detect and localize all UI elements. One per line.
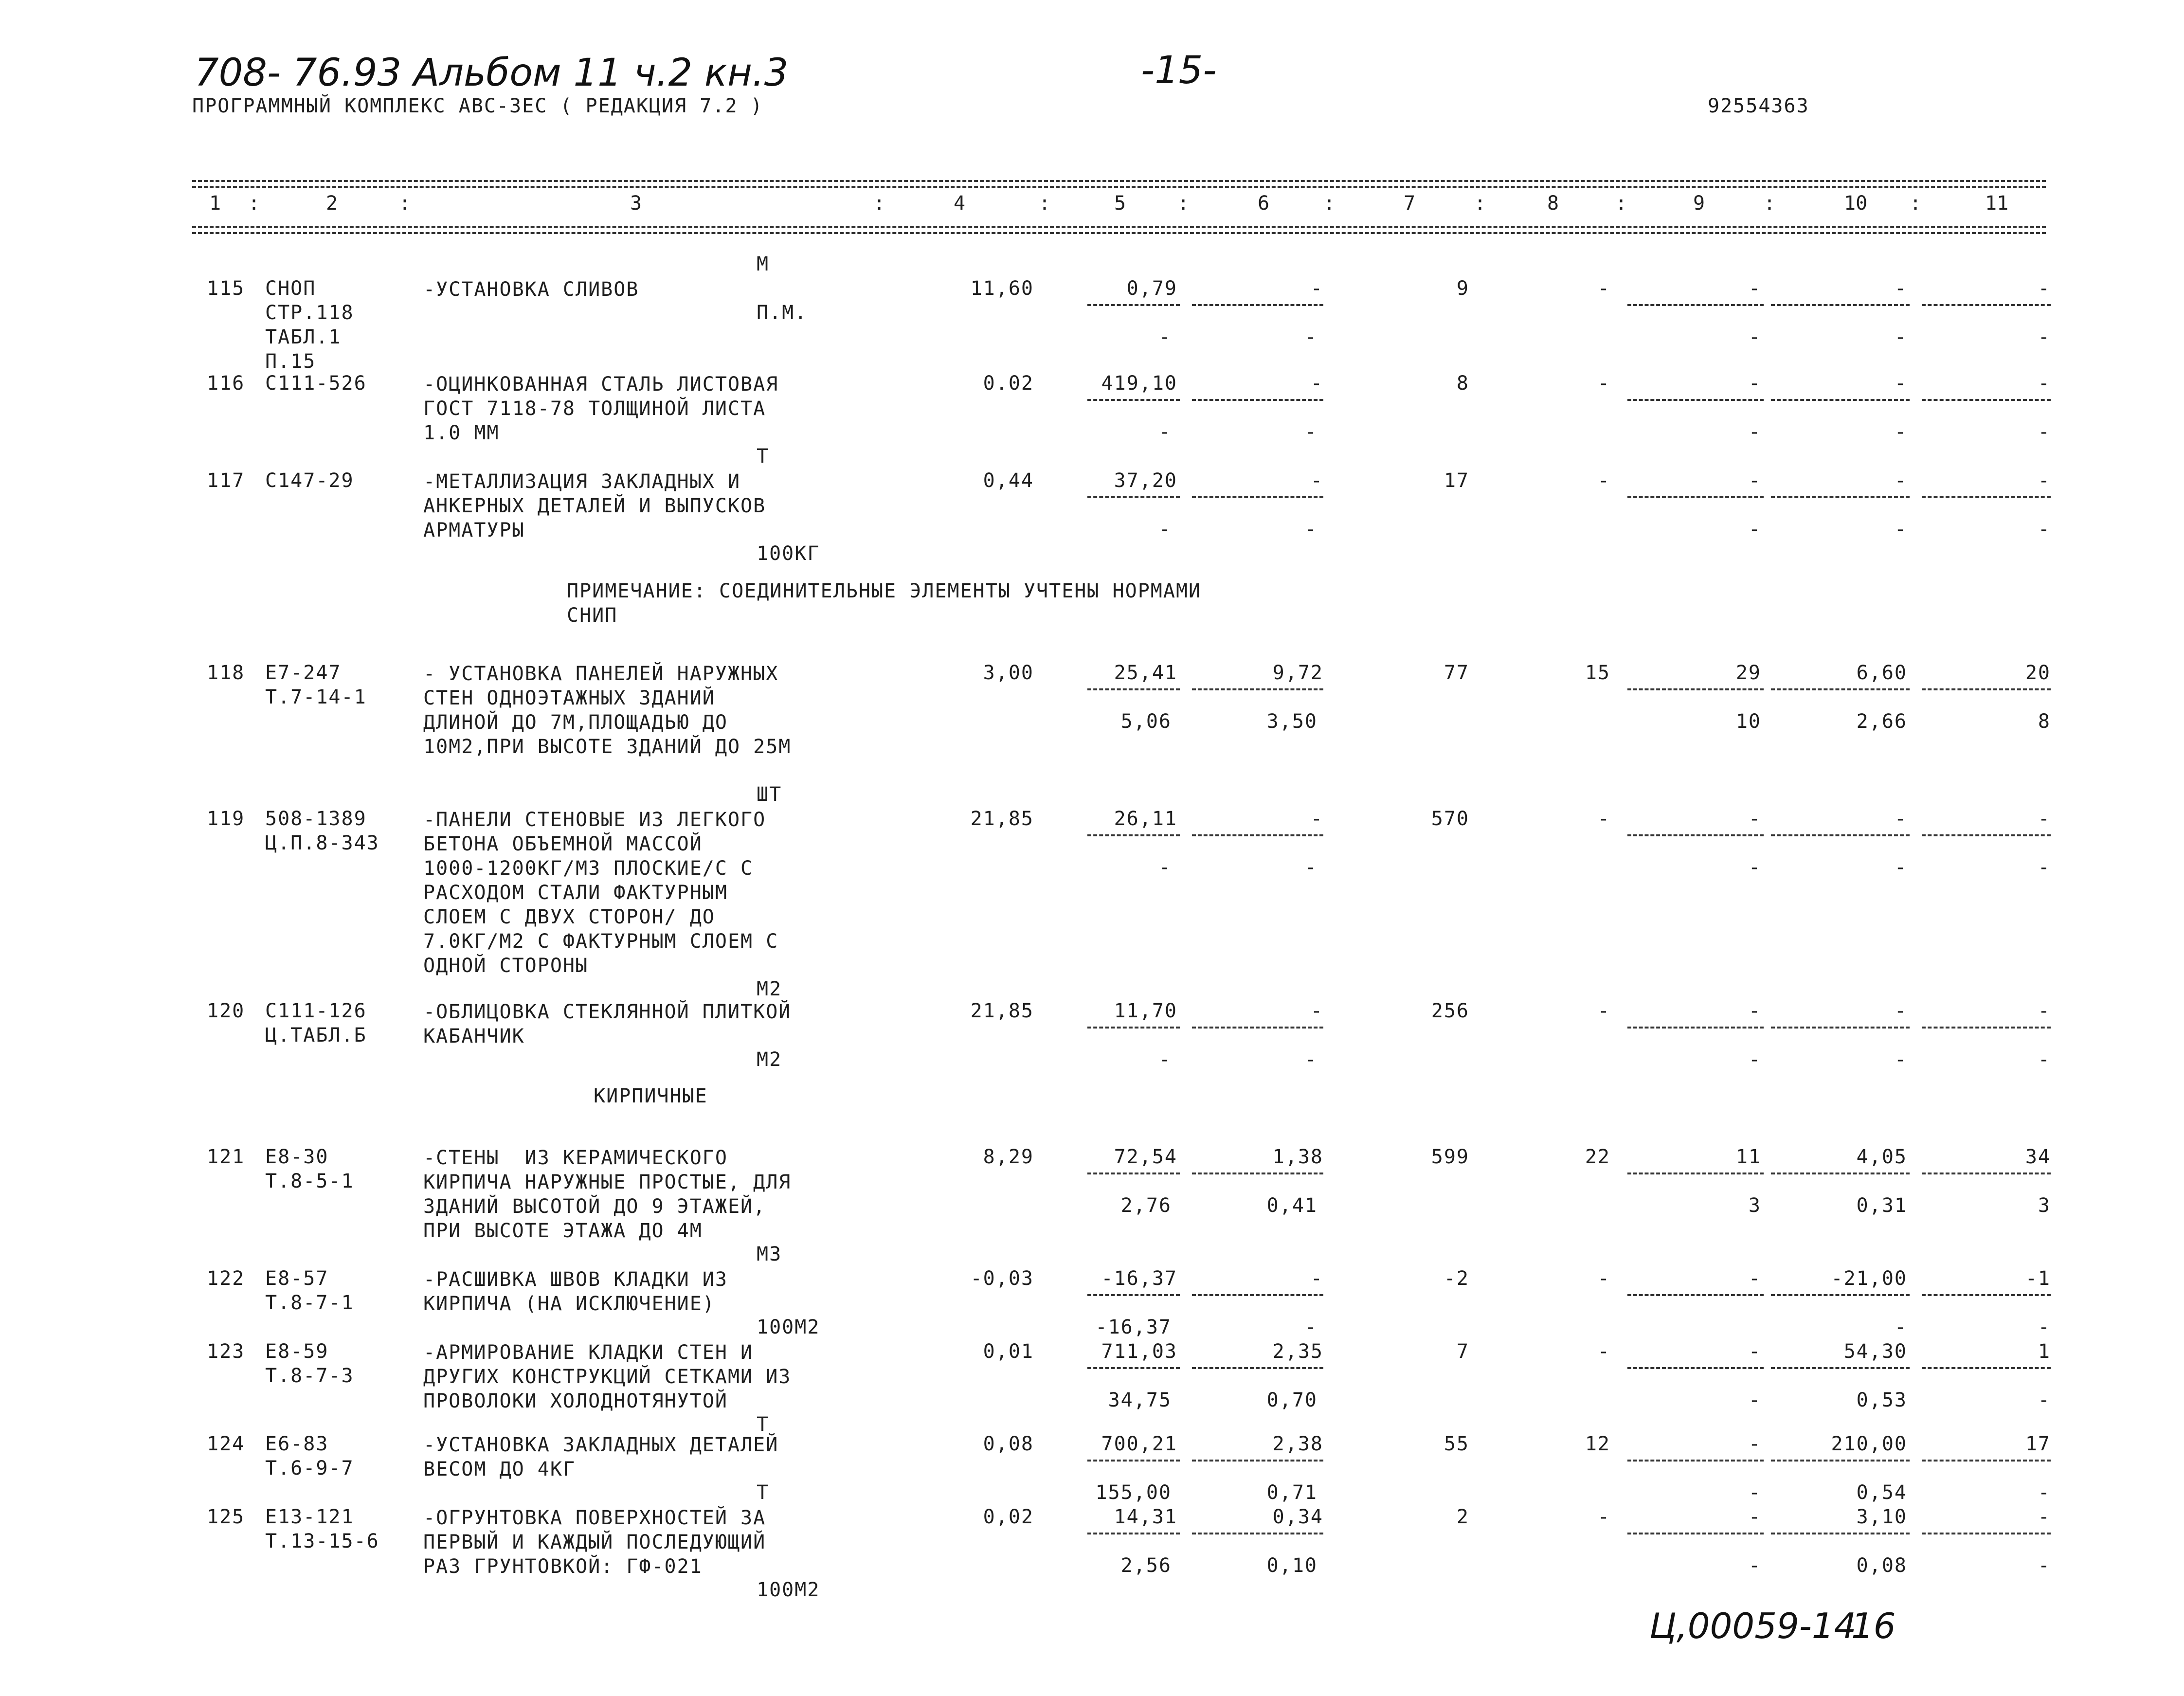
row-value-c7: 8 — [1456, 372, 1469, 395]
row-position: 121 — [207, 1146, 245, 1168]
row-divider — [1771, 1533, 1910, 1534]
row-value-c7: 7 — [1456, 1340, 1469, 1363]
row-value-c11b: - — [2038, 326, 2051, 348]
row-unit-label: 100М2 — [757, 1316, 820, 1338]
row-value-c10: - — [1894, 277, 1907, 300]
row-value-c9: - — [1748, 1340, 1761, 1363]
row-value-c6b: 0,10 — [1266, 1554, 1318, 1577]
row-value-c8: 15 — [1585, 662, 1610, 684]
row-value-c4: 11,60 — [970, 277, 1034, 300]
row-value-c10b: - — [1894, 856, 1907, 879]
column-separator: : — [1474, 192, 1486, 215]
row-code: Т.7-14-1 — [265, 686, 367, 708]
row-divider — [1192, 399, 1323, 401]
row-description: - УСТАНОВКА ПАНЕЛЕЙ НАРУЖНЫХ СТЕН ОДНОЭТАЖНЫХ ЗДАНИЙ ДЛИНОЙ ДО 7М,ПЛОЩАДЬЮ ДО 10М2,ПРИ ВЫСОТЕ ЗДАНИЙ ДО 25М — [423, 663, 792, 758]
column-header-2: 2 — [326, 192, 338, 215]
row-value-c11: 1 — [2038, 1340, 2051, 1363]
row-description: -СТЕНЫ ИЗ КЕРАМИЧЕСКОГО КИРПИЧА НАРУЖНЫЕ ПРОСТЫЕ, ДЛЯ ЗДАНИЙ ВЫСОТОЙ ДО 9 ЭТАЖЕЙ, ПРИ ВЫСОТЕ ЭТАЖА ДО 4М — [423, 1147, 792, 1242]
row-divider — [1192, 304, 1323, 306]
row-position: 122 — [207, 1267, 245, 1290]
row-value-c5: -16,37 — [1101, 1267, 1177, 1290]
column-separator: : — [873, 192, 885, 215]
row-divider — [1192, 1294, 1323, 1296]
row-value-c11: - — [2038, 1000, 2051, 1022]
row-value-c5: 700,21 — [1101, 1433, 1177, 1455]
row-value-c5: 37,20 — [1114, 469, 1177, 492]
row-unit-label: М — [757, 253, 770, 275]
row-position: 119 — [207, 808, 245, 830]
row-value-c7: 9 — [1456, 277, 1469, 300]
row-divider — [1627, 1173, 1764, 1174]
row-divider — [1087, 688, 1180, 690]
row-divider — [1771, 1173, 1910, 1174]
row-value-c6: 2,38 — [1272, 1433, 1323, 1455]
row-value-c9b: - — [1748, 421, 1761, 443]
row-value-c6: - — [1310, 1000, 1323, 1022]
row-value-c6b: 0,70 — [1266, 1389, 1318, 1411]
row-divider — [1922, 688, 2051, 690]
row-value-c10: - — [1894, 808, 1907, 830]
document-code: 92554363 — [1708, 95, 1809, 117]
row-divider — [1627, 1294, 1764, 1296]
row-value-c11b: - — [2038, 1389, 2051, 1411]
row-value-c9: - — [1748, 1506, 1761, 1528]
row-divider — [1922, 399, 2051, 401]
row-divider — [1087, 1294, 1180, 1296]
row-value-c5b: 155,00 — [1095, 1481, 1172, 1504]
row-value-c9b: - — [1748, 326, 1761, 348]
row-divider — [1087, 1533, 1180, 1534]
row-divider — [1771, 688, 1910, 690]
program-line: ПРОГРАММНЫЙ КОМПЛЕКС АВС-3ЕС ( РЕДАКЦИЯ 7.2 ) — [192, 95, 763, 117]
row-value-c11b: - — [2038, 1048, 2051, 1071]
row-description: -РАСШИВКА ШВОВ КЛАДКИ ИЗ КИРПИЧА (НА ИСКЛЮЧЕНИЕ) — [423, 1268, 728, 1315]
row-divider — [1771, 399, 1910, 401]
row-value-c8: - — [1597, 469, 1610, 492]
row-divider — [1627, 304, 1764, 306]
row-value-c11: 34 — [2025, 1146, 2051, 1168]
row-value-c6: - — [1310, 469, 1323, 492]
row-divider — [1192, 1460, 1323, 1461]
row-value-c6: - — [1310, 1267, 1323, 1290]
row-value-c5: 11,70 — [1114, 1000, 1177, 1022]
row-value-c6b: 0,71 — [1266, 1481, 1318, 1504]
row-divider — [1192, 1367, 1323, 1369]
row-code: Т.8-5-1 — [265, 1170, 354, 1192]
row-divider — [1627, 1027, 1764, 1028]
row-code: С111-126 — [265, 1000, 367, 1022]
row-value-c10b: - — [1894, 1048, 1907, 1071]
row-value-c7: -2 — [1444, 1267, 1469, 1290]
row-code: Т.8-7-3 — [265, 1365, 354, 1387]
column-separator: : — [1039, 192, 1051, 215]
row-position: 125 — [207, 1506, 245, 1528]
column-separator: : — [1615, 192, 1627, 215]
row-value-c11: - — [2038, 372, 2051, 395]
row-value-c8: - — [1597, 372, 1610, 395]
row-unit-label: М3 — [757, 1243, 782, 1265]
row-divider — [1627, 1533, 1764, 1534]
row-divider — [1627, 1367, 1764, 1369]
column-separator: : — [1323, 192, 1336, 215]
row-unit-label: 100КГ — [757, 542, 820, 565]
row-divider — [1627, 688, 1764, 690]
row-divider — [1087, 1173, 1180, 1174]
column-header-8: 8 — [1547, 192, 1559, 215]
row-value-c8: - — [1597, 808, 1610, 830]
row-divider — [1922, 834, 2051, 836]
row-unit-label: 100М2 — [757, 1579, 820, 1601]
row-value-c6b: 3,50 — [1266, 710, 1318, 733]
row-code: Е8-30 — [265, 1146, 329, 1168]
row-code: ТАБЛ.1 — [265, 326, 342, 348]
row-value-c9b: - — [1748, 856, 1761, 879]
row-code: Ц.ТАБЛ.Б — [265, 1024, 367, 1046]
row-value-c4: 21,85 — [970, 1000, 1034, 1022]
row-value-c9: - — [1748, 469, 1761, 492]
row-value-c5b: 2,56 — [1120, 1554, 1172, 1577]
row-value-c5: 26,11 — [1114, 808, 1177, 830]
header-bottom-rule — [192, 226, 2046, 228]
row-unit-label: М2 — [757, 978, 782, 1000]
row-unit-label: Т — [757, 1413, 770, 1436]
row-code: СНОП — [265, 277, 316, 300]
row-value-c6: - — [1310, 372, 1323, 395]
row-description: -АРМИРОВАНИЕ КЛАДКИ СТЕН И ДРУГИХ КОНСТРУКЦИЙ СЕТКАМИ ИЗ ПРОВОЛОКИ ХОЛОДНОТЯНУТОЙ — [423, 1341, 792, 1412]
row-value-c8: 22 — [1585, 1146, 1610, 1168]
column-separator: : — [248, 192, 260, 215]
row-value-c9b: - — [1748, 1048, 1761, 1071]
row-divider — [1922, 1294, 2051, 1296]
row-value-c10b: 2,66 — [1856, 710, 1907, 733]
row-divider — [1192, 496, 1323, 498]
row-position: 123 — [207, 1340, 245, 1363]
row-value-c5b: 5,06 — [1120, 710, 1172, 733]
row-value-c5: 25,41 — [1114, 662, 1177, 684]
header-top-rule — [192, 180, 2046, 182]
row-unit-label: Т — [757, 445, 770, 468]
row-value-c5: 0,79 — [1126, 277, 1177, 300]
row-code: Е8-57 — [265, 1267, 329, 1290]
row-code: С147-29 — [265, 469, 354, 492]
row-unit-label: М2 — [757, 1048, 782, 1071]
row-divider — [1192, 1533, 1323, 1534]
row-divider — [1771, 304, 1910, 306]
row-value-c10b: 0,08 — [1856, 1554, 1907, 1577]
row-divider — [1192, 688, 1323, 690]
row-value-c4: 0,44 — [983, 469, 1034, 492]
row-value-c6b: - — [1304, 1316, 1318, 1338]
row-code: Е13-121 — [265, 1506, 354, 1528]
row-value-c11: - — [2038, 277, 2051, 300]
column-header-1: 1 — [209, 192, 221, 215]
row-value-c10b: - — [1894, 518, 1907, 541]
row-unit-label: ШТ — [757, 783, 782, 806]
row-divider — [1087, 1460, 1180, 1461]
row-value-c5b: 34,75 — [1108, 1389, 1172, 1411]
row-divider — [1771, 1367, 1910, 1369]
row-code: Т.13-15-6 — [265, 1530, 379, 1552]
column-header-6: 6 — [1258, 192, 1270, 215]
row-value-c7: 256 — [1431, 1000, 1469, 1022]
row-code: Е8-59 — [265, 1340, 329, 1363]
row-divider — [1771, 1294, 1910, 1296]
row-value-c11: - — [2038, 1506, 2051, 1528]
column-header-11: 11 — [1985, 192, 2009, 215]
column-header-9: 9 — [1693, 192, 1705, 215]
row-value-c8: - — [1597, 277, 1610, 300]
row-value-c4: 0,01 — [983, 1340, 1034, 1363]
row-divider — [1922, 1367, 2051, 1369]
row-divider — [1192, 834, 1323, 836]
row-value-c6b: - — [1304, 518, 1318, 541]
row-divider — [1922, 304, 2051, 306]
row-divider — [1192, 1173, 1323, 1174]
row-value-c6b: - — [1304, 856, 1318, 879]
row-value-c10: - — [1894, 469, 1907, 492]
row-value-c9: - — [1748, 372, 1761, 395]
row-position: 116 — [207, 372, 245, 395]
row-value-c11b: - — [2038, 518, 2051, 541]
row-divider — [1087, 1367, 1180, 1369]
row-description: -ОЦИНКОВАННАЯ СТАЛЬ ЛИСТОВАЯ ГОСТ 7118-78 ТОЛЩИНОЙ ЛИСТА 1.0 ММ — [423, 373, 779, 444]
row-value-c7: 2 — [1456, 1506, 1469, 1528]
row-value-c11: 17 — [2025, 1433, 2051, 1455]
row-value-c9: 29 — [1735, 662, 1761, 684]
row-value-c6: 9,72 — [1272, 662, 1323, 684]
row-value-c9b: - — [1748, 1481, 1761, 1504]
row-code: Е6-83 — [265, 1433, 329, 1455]
column-separator: : — [1764, 192, 1776, 215]
row-value-c9b: - — [1748, 518, 1761, 541]
row-code: Т.6-9-7 — [265, 1457, 354, 1479]
row-value-c8: - — [1597, 1000, 1610, 1022]
row-value-c11b: - — [2038, 1481, 2051, 1504]
row-divider — [1922, 1173, 2051, 1174]
row-value-c11: -1 — [2025, 1267, 2051, 1290]
row-value-c11: 20 — [2025, 662, 2051, 684]
row-value-c9: 11 — [1735, 1146, 1761, 1168]
row-value-c10b: - — [1894, 421, 1907, 443]
row-description: -МЕТАЛЛИЗАЦИЯ ЗАКЛАДНЫХ И АНКЕРНЫХ ДЕТАЛЕЙ И ВЫПУСКОВ АРМАТУРЫ — [423, 470, 766, 541]
row-divider — [1087, 399, 1180, 401]
row-value-c7: 570 — [1431, 808, 1469, 830]
column-header-3: 3 — [630, 192, 642, 215]
row-value-c8: - — [1597, 1340, 1610, 1363]
row-value-c4: 3,00 — [983, 662, 1034, 684]
row-divider — [1771, 1027, 1910, 1028]
row-value-c4: 0,08 — [983, 1433, 1034, 1455]
column-separator: : — [1177, 192, 1190, 215]
row-divider — [1771, 496, 1910, 498]
row-value-c4: 8,29 — [983, 1146, 1034, 1168]
row-value-c9b: - — [1748, 1554, 1761, 1577]
header-top-rule-2 — [192, 186, 2046, 188]
row-value-c11b: 8 — [2038, 710, 2051, 733]
row-description: -ОБЛИЦОВКА СТЕКЛЯННОЙ ПЛИТКОЙ КАБАНЧИК — [423, 1001, 792, 1047]
row-value-c10: -21,00 — [1831, 1267, 1907, 1290]
row-value-c9b: - — [1748, 1389, 1761, 1411]
row-description: -ПАНЕЛИ СТЕНОВЫЕ ИЗ ЛЕГКОГО БЕТОНА ОБЪЕМНОЙ МАССОЙ 1000-1200КГ/М3 ПЛОСКИЕ/С С РАСХОДОМ СТАЛИ ФАКТУРНЫМ СЛОЕМ С ДВУХ СТОРОН/ ДО 7.0КГ/М2 С ФАКТУРНЫМ СЛОЕМ С ОДНОЙ СТОРОНЫ — [423, 809, 779, 977]
row-value-c7: 77 — [1444, 662, 1469, 684]
row-code: С111-526 — [265, 372, 367, 395]
row-code: 508-1389 — [265, 808, 367, 830]
row-value-c11: - — [2038, 808, 2051, 830]
row-value-c10: - — [1894, 372, 1907, 395]
row-value-c7: 17 — [1444, 469, 1469, 492]
row-value-c11b: - — [2038, 1316, 2051, 1338]
row-divider — [1087, 834, 1180, 836]
row-value-c6: 2,35 — [1272, 1340, 1323, 1363]
row-position: 120 — [207, 1000, 245, 1022]
page-number: -15- — [1141, 49, 1217, 92]
row-value-c5: 419,10 — [1101, 372, 1177, 395]
handwritten-album-title: 708- 76.93 Альбом 11 ч.2 кн.3 — [195, 51, 789, 95]
row-value-c6: 0,34 — [1272, 1506, 1323, 1528]
row-divider — [1771, 1460, 1910, 1461]
row-position: 115 — [207, 277, 245, 300]
row-code: Т.8-7-1 — [265, 1292, 354, 1314]
row-value-c5b: - — [1158, 326, 1172, 348]
row-divider — [1192, 1027, 1323, 1028]
row-code: СТР.118 — [265, 302, 354, 324]
row-value-c5: 711,03 — [1101, 1340, 1177, 1363]
row-divider — [1771, 834, 1910, 836]
header-bottom-rule-2 — [192, 232, 2046, 234]
row-value-c6b: - — [1304, 421, 1318, 443]
row-value-c4: 0,02 — [983, 1506, 1034, 1528]
row-value-c9: - — [1748, 1433, 1761, 1455]
row-value-c6b: 0,41 — [1266, 1194, 1318, 1217]
row-divider — [1627, 834, 1764, 836]
row-value-c4: -0,03 — [970, 1267, 1034, 1290]
sheet-number: 16 — [1851, 1606, 1896, 1646]
row-value-c6b: - — [1304, 1048, 1318, 1071]
row-code: П.15 — [265, 350, 316, 373]
row-value-c9: - — [1748, 1000, 1761, 1022]
row-divider — [1922, 1027, 2051, 1028]
row-description: -УСТАНОВКА ЗАКЛАДНЫХ ДЕТАЛЕЙ ВЕСОМ ДО 4КГ — [423, 1434, 779, 1480]
row-value-c11b: - — [2038, 421, 2051, 443]
section-title: КИРПИЧНЫЕ — [594, 1085, 708, 1107]
row-value-c9b: 3 — [1748, 1194, 1761, 1217]
row-value-c10: 3,10 — [1856, 1506, 1907, 1528]
row-value-c9: - — [1748, 277, 1761, 300]
row-value-c11b: - — [2038, 856, 2051, 879]
column-separator: : — [1910, 192, 1922, 215]
row-divider — [1087, 304, 1180, 306]
row-divider — [1087, 1027, 1180, 1028]
row-value-c5: 72,54 — [1114, 1146, 1177, 1168]
column-header-4: 4 — [954, 192, 966, 215]
row-value-c10b: 0,54 — [1856, 1481, 1907, 1504]
row-divider — [1087, 496, 1180, 498]
row-position: 118 — [207, 662, 245, 684]
row-value-c10b: - — [1894, 326, 1907, 348]
row-value-c5b: - — [1158, 421, 1172, 443]
row-divider — [1627, 399, 1764, 401]
row-value-c9b: 10 — [1735, 710, 1761, 733]
row-position: 117 — [207, 469, 245, 492]
row-value-c10b: 0,31 — [1856, 1194, 1907, 1217]
row-unit-label: Т — [757, 1481, 770, 1504]
column-header-7: 7 — [1404, 192, 1416, 215]
row-divider — [1922, 1460, 2051, 1461]
row-value-c4: 21,85 — [970, 808, 1034, 830]
row-value-c5: 14,31 — [1114, 1506, 1177, 1528]
row-value-c10: 210,00 — [1831, 1433, 1907, 1455]
row-value-c11b: 3 — [2038, 1194, 2051, 1217]
note-text: ПРИМЕЧАНИЕ: СОЕДИНИТЕЛЬНЫЕ ЭЛЕМЕНТЫ УЧТЕНЫ НОРМАМИ СНИП — [567, 580, 1202, 627]
row-code: Е7-247 — [265, 662, 342, 684]
row-value-c6: 1,38 — [1272, 1146, 1323, 1168]
row-value-c5b: 2,76 — [1120, 1194, 1172, 1217]
row-value-c11b: - — [2038, 1554, 2051, 1577]
column-header-5: 5 — [1114, 192, 1126, 215]
row-description: -УСТАНОВКА СЛИВОВ — [423, 278, 639, 301]
row-value-c8: 12 — [1585, 1433, 1610, 1455]
row-value-c8: - — [1597, 1267, 1610, 1290]
row-value-c7: 599 — [1431, 1146, 1469, 1168]
row-value-c5b: - — [1158, 1048, 1172, 1071]
row-value-c10: 54,30 — [1843, 1340, 1907, 1363]
row-value-c5b: -16,37 — [1095, 1316, 1172, 1338]
column-separator: : — [399, 192, 411, 215]
row-value-c6b: - — [1304, 326, 1318, 348]
row-value-c10: 4,05 — [1856, 1146, 1907, 1168]
row-value-c10b: 0,53 — [1856, 1389, 1907, 1411]
row-value-c4: 0.02 — [983, 372, 1034, 395]
archive-stamp: Ц,00059-14 — [1649, 1606, 1857, 1646]
row-position: 124 — [207, 1433, 245, 1455]
row-code: Ц.П.8-343 — [265, 832, 379, 854]
row-unit-label: П.М. — [757, 302, 808, 324]
row-value-c6: - — [1310, 277, 1323, 300]
row-description: -ОГРУНТОВКА ПОВЕРХНОСТЕЙ ЗА ПЕРВЫЙ И КАЖДЫЙ ПОСЛЕДУЮЩИЙ РАЗ ГРУНТОВКОЙ: ГФ-021 — [423, 1507, 766, 1578]
row-value-c10: - — [1894, 1000, 1907, 1022]
row-divider — [1627, 1460, 1764, 1461]
row-value-c10b: - — [1894, 1316, 1907, 1338]
row-value-c6: - — [1310, 808, 1323, 830]
row-value-c11: - — [2038, 469, 2051, 492]
row-value-c7: 55 — [1444, 1433, 1469, 1455]
row-divider — [1922, 496, 2051, 498]
row-divider — [1922, 1533, 2051, 1534]
row-value-c9: - — [1748, 808, 1761, 830]
row-divider — [1627, 496, 1764, 498]
row-value-c5b: - — [1158, 518, 1172, 541]
column-header-10: 10 — [1844, 192, 1868, 215]
row-value-c9: - — [1748, 1267, 1761, 1290]
row-value-c5b: - — [1158, 856, 1172, 879]
row-value-c8: - — [1597, 1506, 1610, 1528]
row-value-c10: 6,60 — [1856, 662, 1907, 684]
